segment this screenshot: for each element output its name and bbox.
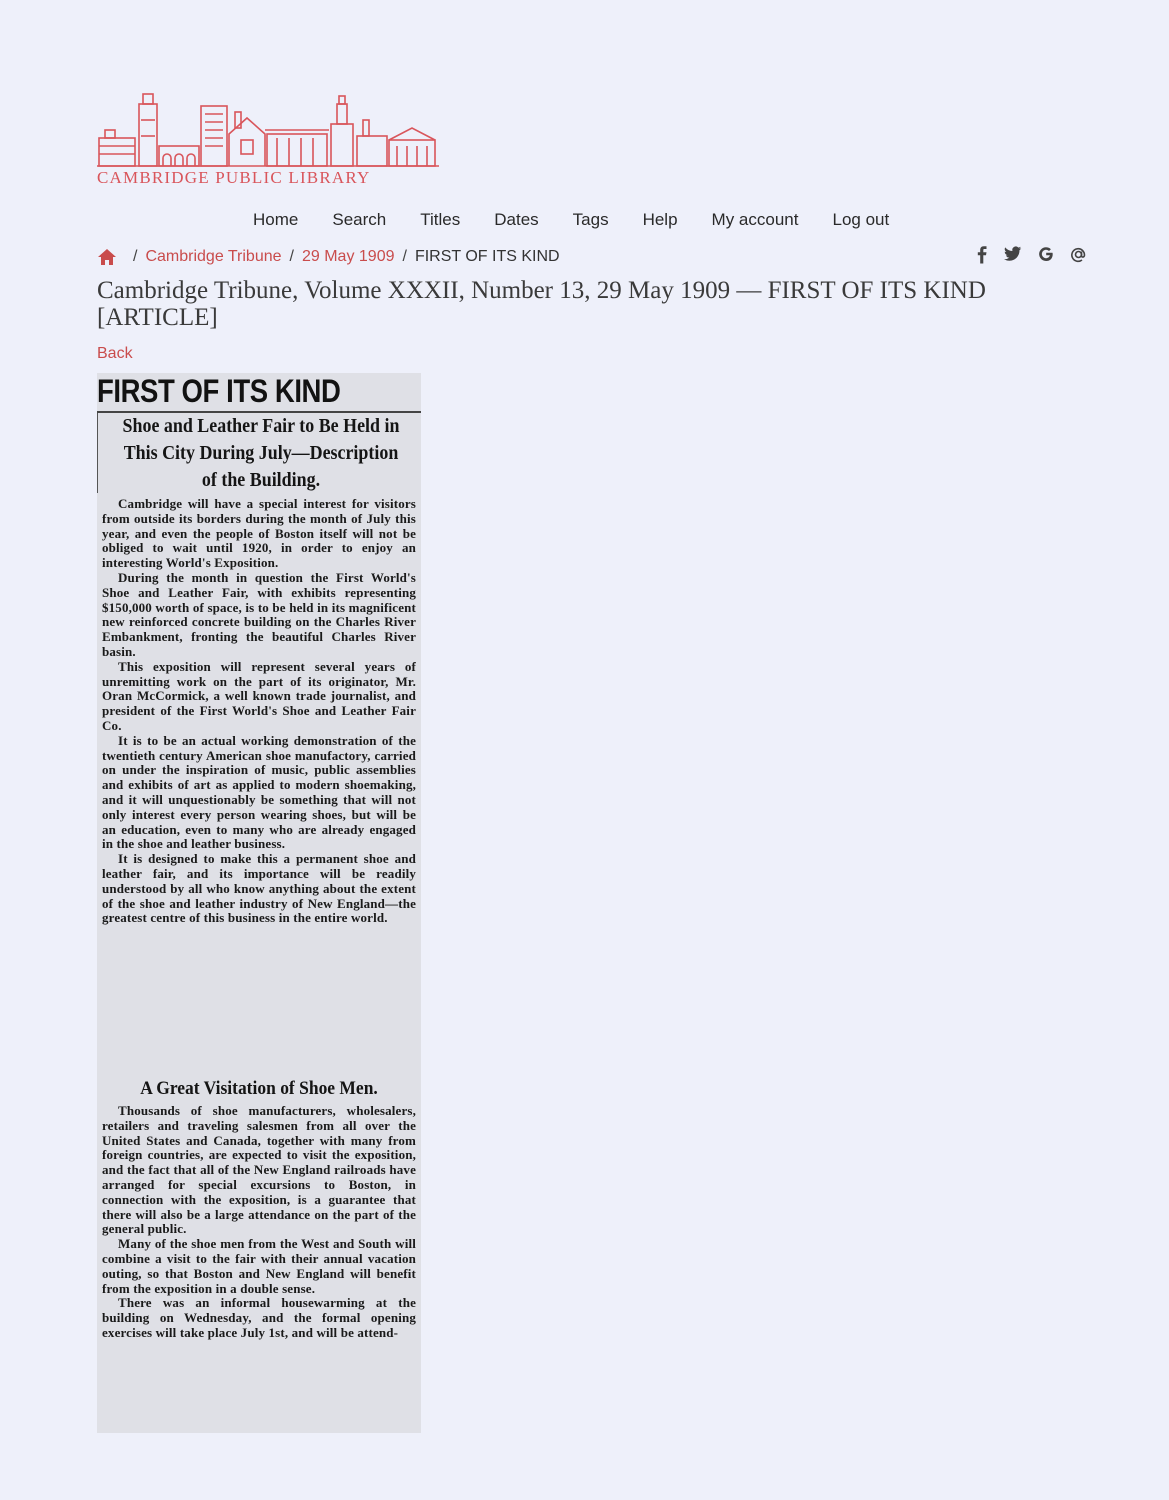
article-paragraph: It is designed to make this a permanent shoe and leather fair, and its importance will be readily understood by all who know anything about the extent of the shoe and leather industry of New England—the greatest centre of this business in the entire world. bbox=[102, 851, 416, 926]
home-icon[interactable] bbox=[97, 248, 117, 266]
nav-tags[interactable]: Tags bbox=[572, 210, 609, 229]
nav-titles[interactable]: Titles bbox=[420, 210, 461, 229]
article-paragraph: During the month in question the First World's Shoe and Leather Fair, with exhibits representing $150,000 worth of space, is to be held in its magnificent new reinforced concrete building on the Charles River Embankment, fronting the beautiful Charles River basin. bbox=[102, 569, 416, 659]
article-body-2 bbox=[102, 1104, 416, 1341]
article-section-head: A Great Visitation of Shoe Men. bbox=[140, 1078, 378, 1099]
nav-dates[interactable]: Dates bbox=[494, 210, 539, 229]
twitter-icon[interactable] bbox=[1004, 246, 1022, 264]
breadcrumb-date[interactable]: 29 May 1909 bbox=[301, 248, 395, 265]
logo-text: CAMBRIDGE PUBLIC LIBRARY bbox=[97, 168, 371, 187]
breadcrumb-current: FIRST OF ITS KIND bbox=[414, 248, 560, 265]
breadcrumb-newspaper[interactable]: Cambridge Tribune bbox=[145, 248, 282, 265]
article-body-1 bbox=[102, 497, 416, 926]
skyline-logo-icon bbox=[97, 90, 439, 170]
facebook-icon[interactable] bbox=[976, 246, 988, 264]
nav-help[interactable]: Help bbox=[642, 210, 678, 229]
breadcrumb-separator: / bbox=[133, 248, 138, 265]
email-icon[interactable] bbox=[1070, 246, 1087, 264]
page-title: Cambridge Tribune, Volume XXXII, Number 13, 29 May 1909 — FIRST OF ITS KIND [ARTICLE] bbox=[97, 277, 986, 331]
article-paragraph: Thousands of shoe manufacturers, wholesalers, retailers and traveling salesmen from all over the United States and Canada, together with many from foreign countries, are expected to visit the exposition, and the fact that all of the New England railroads have arranged for special excursions to Boston, in connection with the exposition, is a guarantee that there will also be a large attendance on the part of the general public. bbox=[102, 1103, 416, 1237]
main-nav bbox=[253, 210, 923, 230]
article-paragraph: It is to be an actual working demonstration of the twentieth century American shoe manufactory, carried on under the inspiration of music, public assemblies and exhibits of art as applied to modern shoemaking, and it will unquestionably be something that will not only interest every person wearing shoes, but will be an education, even to many who are already engaged in the shoe and leather business. bbox=[102, 732, 416, 852]
article-paragraph: Cambridge will have a special interest for visitors from outside its borders during the month of July this year, and even the people of Boston itself will not be obliged to wait until 1920, in order to enjoy an interesting World's Exposition. bbox=[102, 496, 416, 571]
article-headline: FIRST OF ITS KIND bbox=[97, 373, 341, 409]
nav-my-account[interactable]: My account bbox=[711, 210, 799, 229]
nav-log-out[interactable]: Log out bbox=[832, 210, 890, 229]
article-paragraph: Many of the shoe men from the West and South will combine a visit to the fair with their annual vacation outing, so that Boston and New England will benefit from the exposition in a double sense. bbox=[102, 1236, 416, 1296]
breadcrumb-separator: / bbox=[289, 248, 294, 265]
back-link[interactable]: Back bbox=[97, 345, 133, 362]
subhead-rule bbox=[97, 413, 98, 493]
breadcrumb bbox=[97, 248, 560, 266]
article-subhead: Shoe and Leather Fair to Be Held in This City During July—Description of the Building. bbox=[122, 416, 400, 491]
article-clipping-image bbox=[97, 373, 421, 1433]
share-icons bbox=[976, 246, 1087, 264]
article-paragraph: This exposition will represent several years of unremitting work on the part of its originator, Mr. Oran McCormick, a well known trade journalist, and president of the First World's Shoe and Leather Fair Co. bbox=[102, 658, 416, 733]
breadcrumb-separator: / bbox=[402, 248, 407, 265]
article-paragraph: There was an informal housewarming at the building on Wednesday, and the formal opening exercises will take place July 1st, and will be attend- bbox=[102, 1295, 416, 1340]
nav-search[interactable]: Search bbox=[332, 210, 387, 229]
nav-home[interactable]: Home bbox=[253, 210, 299, 229]
google-icon[interactable] bbox=[1038, 246, 1054, 264]
library-logo[interactable] bbox=[97, 90, 439, 190]
